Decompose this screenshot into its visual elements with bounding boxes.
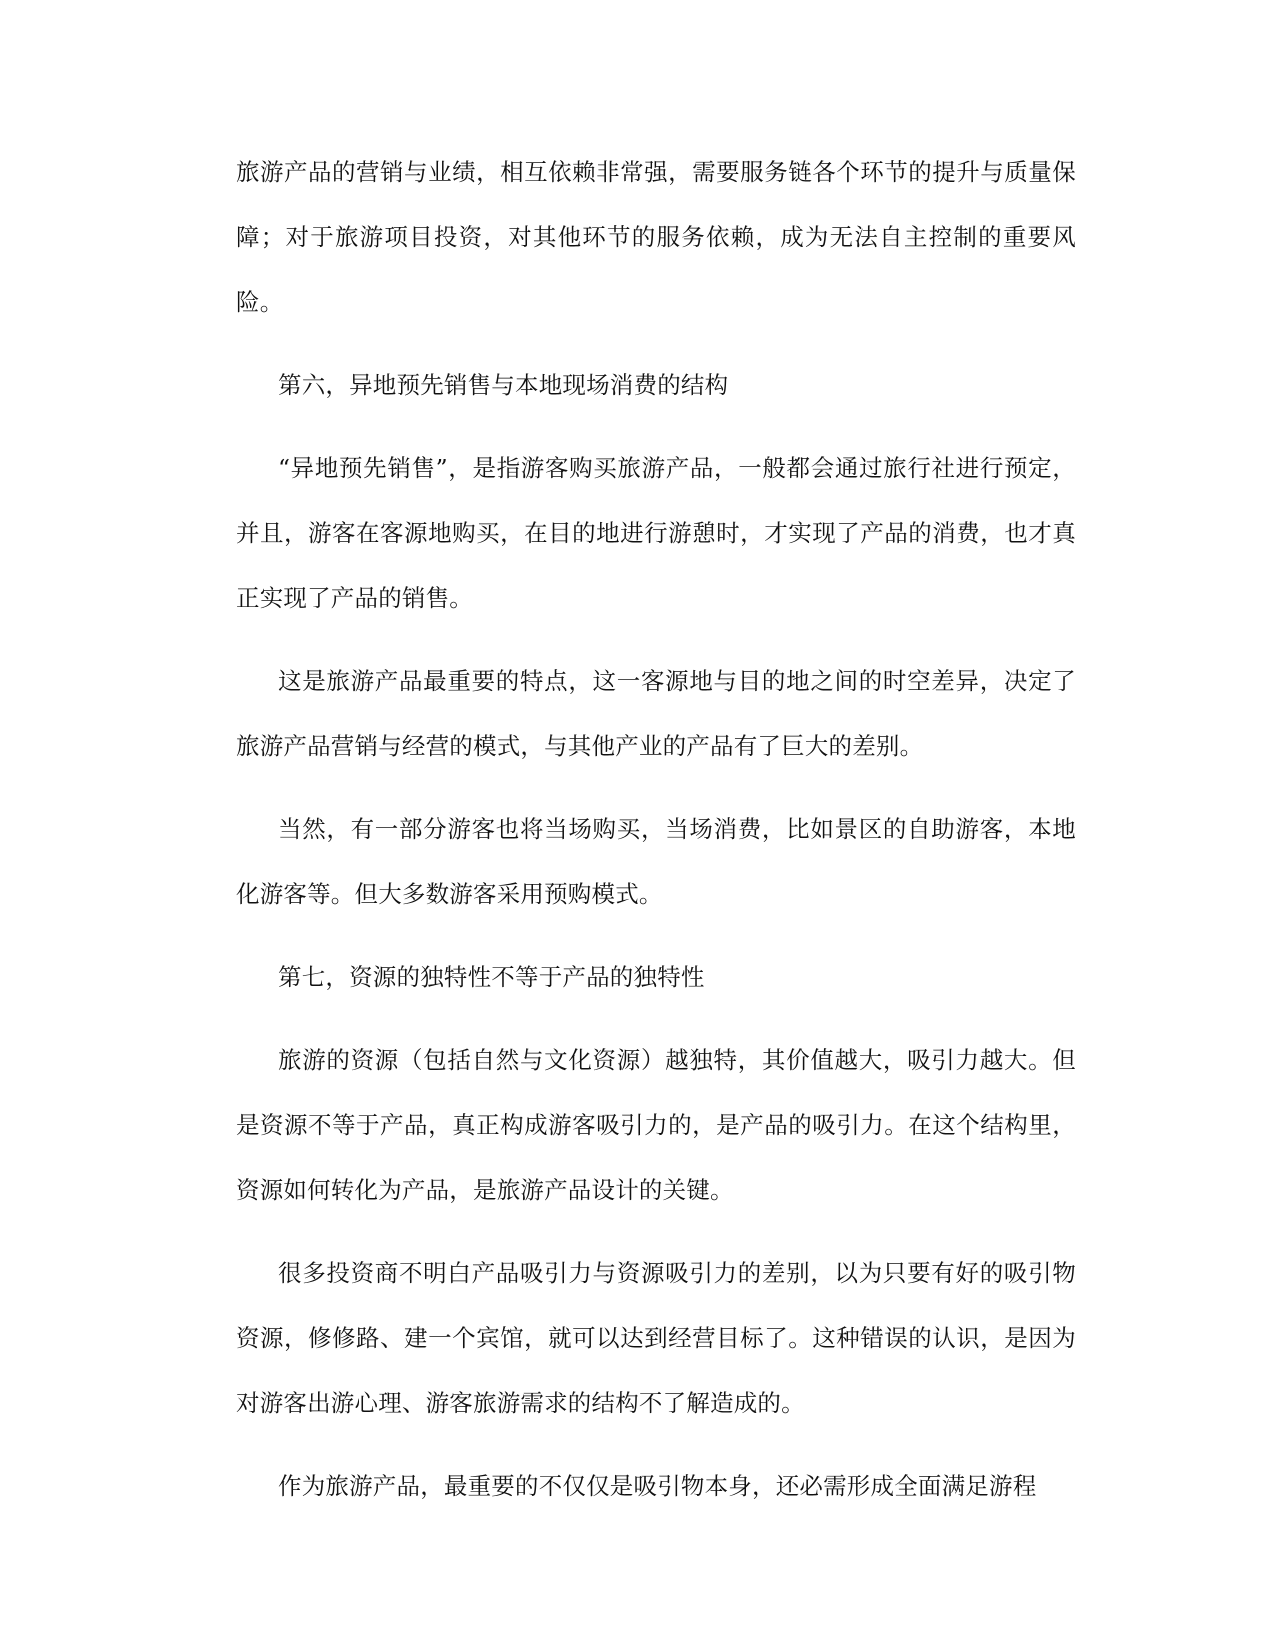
document-page [236,140,1076,1537]
paragraph-4: 这是旅游产品最重要的特点，这一客源地与目的地之间的时空差异，决定了旅游产品营销与经营的模式，与其他产业的产品有了巨大的差别。 [236,667,1076,760]
paragraph-9: 作为旅游产品，最重要的不仅仅是吸引物本身，还必需形成全面满足游程 [278,1472,1037,1500]
paragraph-1: 旅游产品的营销与业绩，相互依赖非常强，需要服务链各个环节的提升与质量保障；对于旅游项目投资，对其他环节的服务依赖，成为无法自主控制的重要风险。 [236,158,1076,316]
paragraph-3: “异地预先销售”，是指游客购买旅游产品，一般都会通过旅行社进行预定，并且，游客在客源地购买，在目的地进行游憩时，才实现了产品的消费，也才真正实现了产品的销售。 [236,454,1076,612]
section-heading-7: 第七，资源的独特性不等于产品的独特性 [278,963,705,991]
section-heading-6: 第六，异地预先销售与本地现场消费的结构 [278,371,729,399]
paragraph-5: 当然，有一部分游客也将当场购买，当场消费，比如景区的自助游客，本地化游客等。但大多数游客采用预购模式。 [236,815,1076,908]
paragraph-8: 很多投资商不明白产品吸引力与资源吸引力的差别，以为只要有好的吸引物资源，修修路、建一个宾馆，就可以达到经营目标了。这种错误的认识，是因为对游客出游心理、游客旅游需求的结构不了解造成的。 [236,1259,1076,1417]
paragraph-7: 旅游的资源（包括自然与文化资源）越独特，其价值越大，吸引力越大。但是资源不等于产品，真正构成游客吸引力的，是产品的吸引力。在这个结构里，资源如何转化为产品，是旅游产品设计的关键。 [236,1046,1076,1204]
